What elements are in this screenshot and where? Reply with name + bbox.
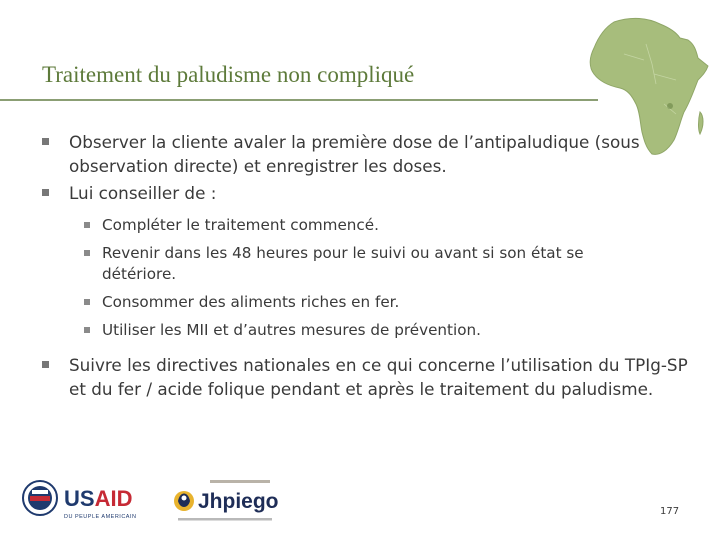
sub-bullet-item: [40, 292, 662, 313]
bullet-item: [40, 130, 690, 178]
svg-text:DU PEUPLE AMERICAIN: DU PEUPLE AMERICAIN: [64, 514, 137, 520]
bullet-text: Suivre les directives nationales en ce qui concerne l’utilisation du TPIg-SP et du fer / acide folique pendant et après le traitement du paludisme.: [69, 355, 688, 399]
sub-bullet-text: Revenir dans les 48 heures pour le suivi ou avant si son état se détériore.: [102, 244, 584, 283]
title-divider: [0, 99, 598, 101]
bullet-item: [40, 353, 690, 401]
sub-bullet-marker-icon: [84, 222, 90, 228]
bullet-text: Observer la cliente avaler la première dose de l’antipaludique (sous observation directe) et enregistrer les doses.: [69, 132, 640, 176]
bullet-item: [40, 181, 690, 205]
usaid-logo: [20, 478, 160, 524]
jhpiego-logo: [170, 476, 280, 526]
sub-bullet-item: [40, 320, 662, 341]
sub-bullet-list: [40, 215, 690, 341]
bullet-marker-icon: [42, 138, 49, 145]
svg-text:Jhpiego: Jhpiego: [198, 490, 279, 513]
sub-bullet-marker-icon: [84, 299, 90, 305]
page-number: 177: [660, 506, 680, 517]
svg-text:USAID: USAID: [64, 486, 133, 511]
slide-title: Traitement du paludisme non compliqué: [42, 62, 415, 87]
slide-body: [40, 130, 690, 401]
sub-bullet-item: [40, 215, 662, 236]
sub-bullet-marker-icon: [84, 250, 90, 256]
sub-bullet-item: [40, 243, 662, 285]
bullet-marker-icon: [42, 361, 49, 368]
bullet-marker-icon: [42, 189, 49, 196]
sub-bullet-marker-icon: [84, 327, 90, 333]
sub-bullet-text: Compléter le traitement commencé.: [102, 216, 379, 234]
sub-bullet-text: Consommer des aliments riches en fer.: [102, 293, 400, 311]
sub-bullet-text: Utiliser les MII et d’autres mesures de prévention.: [102, 321, 481, 339]
bullet-text: Lui conseiller de :: [69, 183, 217, 203]
